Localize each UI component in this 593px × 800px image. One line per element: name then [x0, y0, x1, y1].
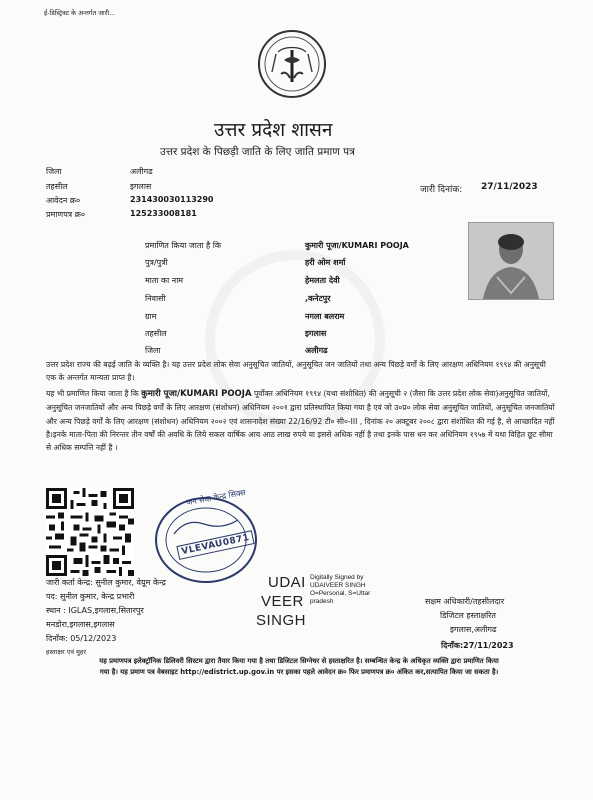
- detail-district-label: जिला: [145, 346, 161, 355]
- mother-value: हेमलता देवी: [305, 276, 340, 285]
- detail-district-value: अलीगढ: [305, 346, 328, 355]
- digitally-signed: डिजिटल हस्ताक्षरित: [440, 611, 496, 620]
- application-label: आवेदन क्र०: [46, 196, 81, 205]
- resident-label: निवासी: [145, 294, 166, 303]
- footer-note: [46, 656, 552, 678]
- certify-label: प्रमाणित किया जाता है कि: [145, 241, 222, 250]
- stamp-code: VLEVAU0871: [176, 530, 254, 560]
- detail-tehsil-value: इगलास: [305, 329, 327, 338]
- district-label: जिला: [46, 167, 62, 176]
- footer-line2: गया है। यह प्रमाण पत्र वेबसाइट http://edistrict.up.gov.in पर इसका पहले आवेदन क्र० फिर प्रमाणपत्र क्र० अंकित कर,सत्यापित किया जा सकता है।: [99, 668, 499, 676]
- para2-lead: यह भी प्रमाणित किया जाता है कि: [46, 389, 139, 398]
- issue-place: स्थान : IGLAS,इगलास,सितारपुर: [46, 606, 144, 615]
- signer-name-line3: SINGH: [256, 612, 307, 629]
- district-value: अलीगढ: [130, 167, 153, 176]
- digital-line2: UDAIVEER SINGH: [310, 582, 366, 589]
- certificate-value: 125233008181: [130, 209, 197, 218]
- caste-paragraph: उत्तर प्रदेश राज्य की बढ़ई जाति के व्यक्ति है। यह उत्तर प्रदेश लोक सेवा अनुसूचित जातियों, अनुसूचित जन जातियों तथा अन्य पिछड़े वर्गों के लिए आरक्षण अधिनियम १९९४ की अनुसूची एक के अन्तर्गत मान्यता प्राप्त है।: [46, 360, 546, 383]
- officer-title: सक्षम अधिकारी/तहसीलदार: [425, 597, 505, 606]
- tehsil-value: इगलास: [130, 182, 152, 191]
- issuing-center: जारी कर्ता केन्द्र: सुनील कुमार, वेयू़म केन्द्र: [46, 578, 166, 587]
- digital-line1: Digitally Signed by: [310, 574, 364, 581]
- village-value: नगला बलराम: [305, 312, 345, 321]
- mother-label: माता का नाम: [145, 276, 184, 285]
- para2-rest: पूर्वोक्त अधिनियम १९९४ (यथा संशोधित) की अनुसूची २ (जैसा कि उत्तर प्रदेश लोक सेवा)अनुसूचित जातियों, अनुसूचित जनजातियों और अन्य पिछड़े वर्गों के लिए आरक्षण (संशोधन) अधिनियम २००१ द्वारा प्रतिस्थापित किया गया है एवं जो उ०प्र० लोक सेवा अनुसूचित जातियों, अनुसूचित जनजातियों और अन्य पिछड़े वर्गों के लिए आरक्षण (संशोधन) अधिनियम २००२ एवं शासनादेश संख्या 22/16/92 टी० सी०-III , दिनांक २० अक्टूबर २००८ द्वारा संशोधित की गई है, से आच्छादित नहीं है।इनके माता-पिता की निरन्तर तीन वर्षों की अवधि के लिये सकल वार्षिक आय आठ लाख रुपये या इससे अधिक नहीं है तथा इनके पास धन कर अधिनियम १९५७ में यथा विहित छूट सीमा से अधिक सम्पत्ति नहीं है ।: [46, 389, 555, 453]
- signer-name-line2: VEER: [261, 593, 304, 610]
- relation-value: हरी ओम शर्मा: [305, 258, 346, 267]
- officer-place: इगलास,अलीगढ: [450, 625, 497, 634]
- issue-date-left: दिनाँक: 05/12/2023: [46, 634, 117, 643]
- application-value: 231430030113290: [130, 195, 214, 204]
- para2-name: कुमारी पूजा/KUMARI POOJA: [141, 389, 252, 399]
- officer-date: दिनाँक:27/11/2023: [441, 641, 514, 650]
- resident-value: ,कनेटपुर: [305, 294, 331, 303]
- certificate-label: प्रमाणपत्र क्र०: [46, 210, 85, 219]
- page-subtitle: उत्तर प्रदेश के पिछड़ी जाति के लिए जाति प्रमाण पत्र: [160, 146, 355, 158]
- qr-code: [46, 488, 134, 576]
- issue-date-value: 27/11/2023: [481, 182, 538, 192]
- detail-tehsil-label: तहसील: [145, 329, 167, 338]
- issuer-post: पद: सुनील कुमार, केन्द्र प्रभारी: [46, 592, 135, 601]
- footer-line1: यह प्रमाणपत्र इलेक्ट्रॉनिक डिलिवरी सिस्टम द्वारा तैयार किया गया है तथा डिजिटल सिग्नेचर से हस्ताक्षरित है। सम्बन्धित केन्द्र के अधिकृत व्यक्ति द्वारा प्रमाणित किया: [99, 657, 499, 665]
- digital-line4: pradesh: [310, 598, 334, 605]
- top-note: ई-डिस्ट्रिक्ट के अन्तर्गत जारी...: [44, 9, 116, 17]
- village-label: ग्राम: [145, 312, 157, 321]
- certify-value: कुमारी पूजा/KUMARI POOJA: [305, 241, 409, 250]
- issue-locality: मनडोरा,इगलास,इगलास: [46, 620, 115, 629]
- relation-label: पुत्र/पुत्री: [145, 258, 168, 267]
- page-title: उत्तर प्रदेश शासन: [214, 119, 333, 141]
- tehsil-label: तहसील: [46, 182, 68, 191]
- issue-date-label: जारी दिनांक:: [420, 185, 463, 195]
- signer-name-line1: UDAI: [268, 574, 306, 591]
- applicant-photo: [468, 222, 554, 300]
- certification-paragraph: [46, 387, 556, 454]
- sign-label: हस्ताक्षर एवं मुहर: [46, 648, 87, 656]
- stamp-ring-text: जन सेवा केन्द्र सिक्स: [185, 487, 247, 508]
- digital-line3: O=Personal, S=Uttar: [310, 590, 371, 597]
- up-emblem-icon: [254, 24, 330, 108]
